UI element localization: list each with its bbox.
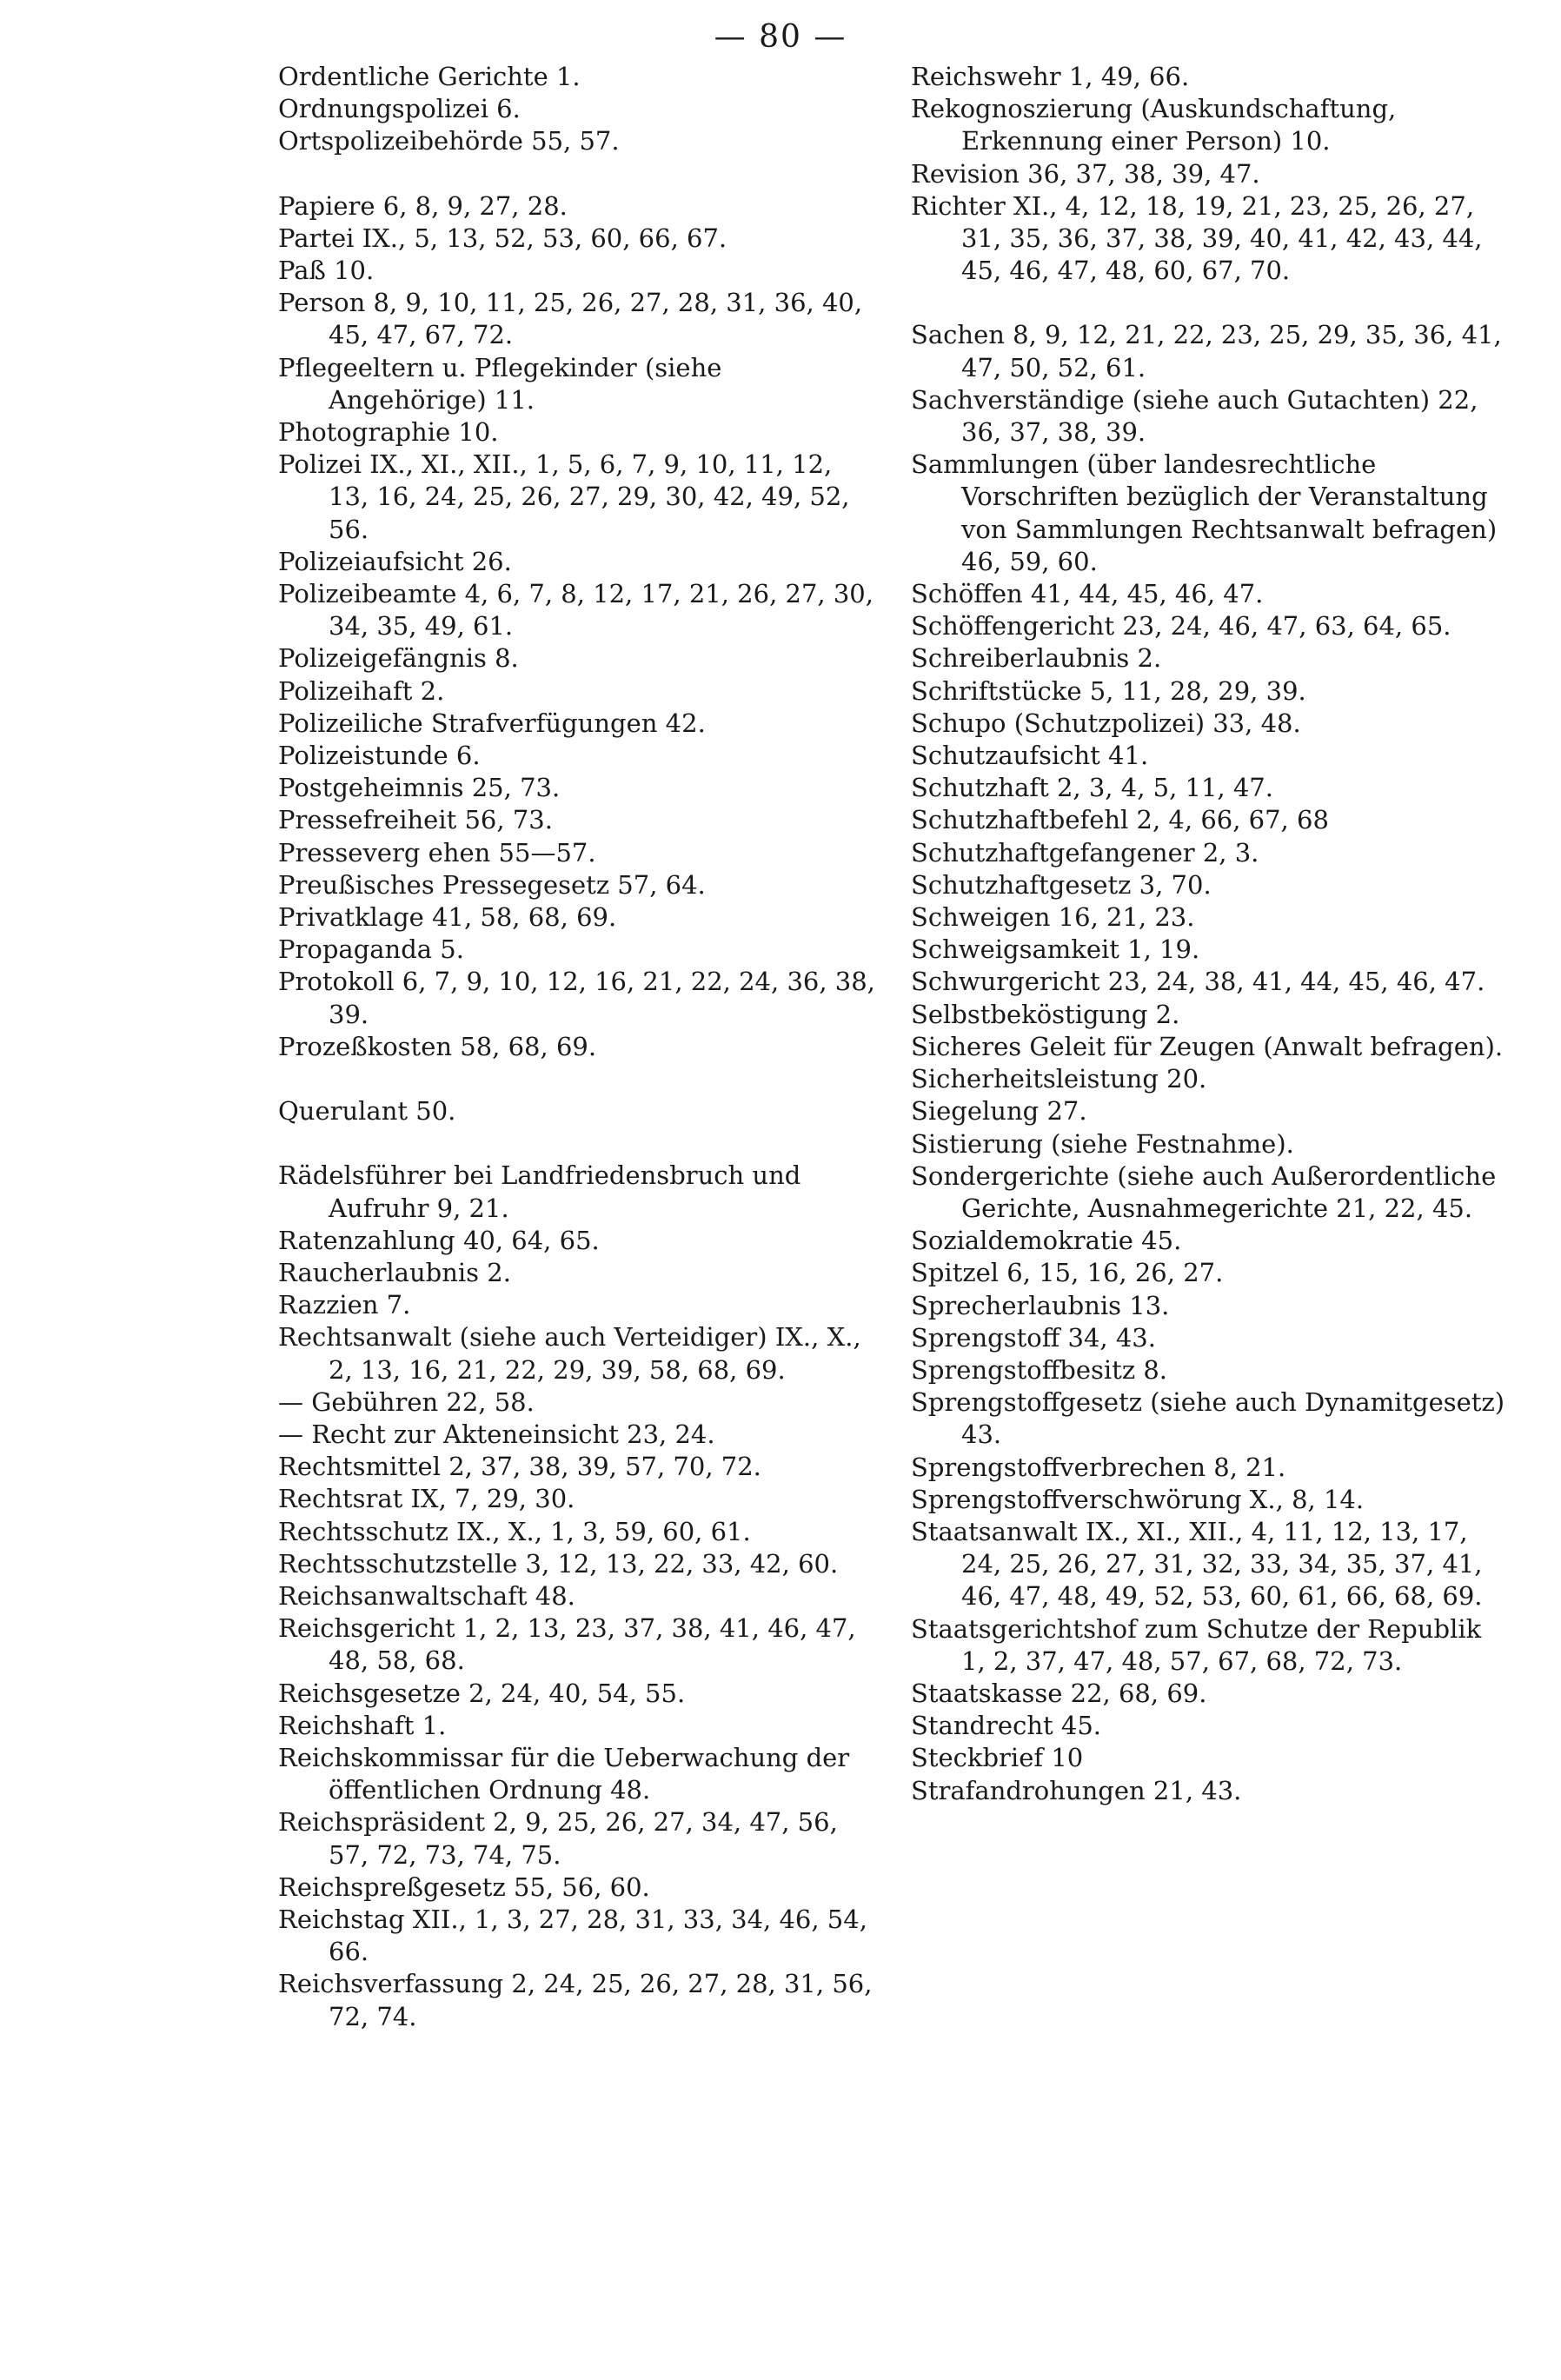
index-entry: Sprecherlaubnis 13. — [911, 1290, 1170, 1320]
index-entry: Schutzhaftbefehl 2, 4, 66, 67, 68 — [911, 805, 1329, 835]
index-entry: Propaganda 5. — [278, 934, 464, 965]
index-entry: Prozeßkosten 58, 68, 69. — [278, 1031, 597, 1061]
index-entry: Schriftstücke 5, 11, 28, 29, 39. — [911, 675, 1306, 706]
index-column-left — [278, 61, 878, 2033]
index-entry: Partei IX., 5, 13, 52, 53, 60, 66, 67. — [278, 223, 727, 253]
index-entry: Rechtsschutz IX., X., 1, 3, 59, 60, 61. — [278, 1516, 751, 1546]
index-entry: Schreiberlaubnis 2. — [911, 643, 1162, 674]
index-entry: Rädelsführer bei Landfriedensbruch und Aufruhr 9, 21. — [278, 1160, 801, 1223]
section-gap — [278, 158, 878, 190]
index-entry: Pressefreiheit 56, 73. — [278, 805, 553, 835]
index-entry: Preußisches Pressegesetz 57, 64. — [278, 869, 706, 900]
index-entry: Privatklage 41, 58, 68, 69. — [278, 902, 617, 933]
index-entry: Standrecht 45. — [911, 1711, 1101, 1741]
index-entry: Rechtsanwalt (siehe auch Verteidiger) IX., X., 2, 13, 16, 21, 22, 29, 39, 58, 68, 69. — [278, 1322, 861, 1385]
index-entry: Strafandrohungen 21, 43. — [911, 1775, 1242, 1805]
index-entry: Sprengstoff 34, 43. — [911, 1322, 1156, 1353]
index-entry: Ortspolizeibehörde 55, 57. — [278, 126, 620, 156]
index-entry: Siegelung 27. — [911, 1096, 1087, 1127]
index-entry: Schöffengericht 23, 24, 46, 47, 63, 64, 65. — [911, 611, 1451, 642]
index-entry: Schutzhaftgefangener 2, 3. — [911, 837, 1259, 868]
index-entry: Staatsgerichtshof zum Schutze der Republik 1, 2, 37, 47, 48, 57, 67, 68, 72, 73. — [911, 1613, 1482, 1676]
index-entry: Rechtsrat IX, 7, 29, 30. — [278, 1484, 575, 1514]
index-entry: Schutzhaftgesetz 3, 70. — [911, 869, 1212, 900]
index-column-right — [911, 61, 1511, 1807]
index-entry: Rechtsschutzstelle 3, 12, 13, 22, 33, 42, 60. — [278, 1548, 839, 1579]
index-entry: Reichsverfassung 2, 24, 25, 26, 27, 28, 31, 56, 72, 74. — [278, 1969, 873, 2031]
index-entry: Polizeistunde 6. — [278, 741, 481, 771]
section-gap — [278, 1127, 878, 1160]
index-entry: Protokoll 6, 7, 9, 10, 12, 16, 21, 22, 24, 36, 38, 39. — [278, 967, 875, 1029]
index-entry: Paß 10. — [278, 256, 375, 286]
index-entry: Pflegeeltern u. Pflegekinder (siehe Angehörige) 11. — [278, 352, 722, 415]
index-entry: Reichsgesetze 2, 24, 40, 54, 55. — [278, 1678, 686, 1708]
index-entry: Postgeheimnis 25, 73. — [278, 773, 561, 803]
index-entry: Polizeigefängnis 8. — [278, 643, 519, 674]
index-entry: Ratenzahlung 40, 64, 65. — [278, 1225, 600, 1255]
section-gap — [911, 287, 1511, 319]
index-entry: Reichsanwaltschaft 48. — [278, 1580, 575, 1611]
index-entry: Polizeiliche Strafverfügungen 42. — [278, 708, 706, 738]
index-entry: Raucherlaubnis 2. — [278, 1257, 511, 1287]
index-entry: Revision 36, 37, 38, 39, 47. — [911, 158, 1260, 189]
index-entry: Rekognoszierung (Auskundschaftung, Erkennung einer Person) 10. — [911, 94, 1397, 156]
index-entry: — Gebühren 22, 58. — [278, 1386, 535, 1417]
index-entry: Sammlungen (über landesrechtliche Vorschriften bezüglich der Veranstaltung von Sammlungen Rechtsanwalt befragen) 46, 59, 60. — [911, 449, 1498, 576]
index-entry: Sprengstoffverschwörung X., 8, 14. — [911, 1484, 1365, 1514]
index-entry: Schöffen 41, 44, 45, 46, 47. — [911, 579, 1264, 609]
index-entry: Reichswehr 1, 49, 66. — [911, 62, 1190, 91]
index-entry: Polizeibeamte 4, 6, 7, 8, 12, 17, 21, 26, 27, 30, 34, 35, 49, 61. — [278, 579, 873, 642]
index-entry: Reichstag XII., 1, 3, 27, 28, 31, 33, 34, 46, 54, 66. — [278, 1904, 867, 1967]
index-entry: Steckbrief 10 — [911, 1743, 1084, 1773]
index-entry: Sachverständige (siehe auch Gutachten) 22, 36, 37, 38, 39. — [911, 384, 1478, 448]
index-entry: Reichsgericht 1, 2, 13, 23, 37, 38, 41, 46, 47, 48, 58, 68. — [278, 1613, 856, 1676]
index-entry: Schutzhaft 2, 3, 4, 5, 11, 47. — [911, 773, 1273, 803]
index-entry: Sondergerichte (siehe auch Außerordentliche Gerichte, Ausnahmegerichte 21, 22, 45. — [911, 1160, 1497, 1223]
index-entry: Sozialdemokratie 45. — [911, 1226, 1182, 1256]
index-entry: Staatskasse 22, 68, 69. — [911, 1678, 1207, 1708]
index-entry: Sprengstoffgesetz (siehe auch Dynamitgesetz) 43. — [911, 1387, 1505, 1450]
index-entry: Rechtsmittel 2, 37, 38, 39, 57, 70, 72. — [278, 1452, 761, 1482]
index-entry: — Recht zur Akteneinsicht 23, 24. — [278, 1419, 715, 1449]
index-entry: Reichskommissar für die Ueberwachung der öffentlichen Ordnung 48. — [278, 1742, 850, 1805]
section-gap — [278, 1063, 878, 1095]
index-entry: Sprengstoffverbrechen 8, 21. — [911, 1452, 1286, 1482]
index-entry: Reichspreßgesetz 55, 56, 60. — [278, 1871, 650, 1902]
index-entry: Spitzel 6, 15, 16, 26, 27. — [911, 1258, 1224, 1288]
index-entry: Sicherheitsleistung 20. — [911, 1064, 1207, 1094]
index-entry: Presseverg ehen 55—57. — [278, 837, 596, 868]
index-entry: Reichspräsident 2, 9, 25, 26, 27, 34, 47, 56, 57, 72, 73, 74, 75. — [278, 1807, 838, 1870]
index-entry: Sprengstoffbesitz 8. — [911, 1354, 1167, 1385]
index-entry: Richter XI., 4, 12, 18, 19, 21, 23, 25, 26, 27, 31, 35, 36, 37, 38, 39, 40, 41, 42, 43, 44, 45, 46, 47, 48, 60, 67, 70. — [911, 190, 1483, 286]
index-entry: Ordentliche Gerichte 1. — [278, 62, 581, 91]
page-number: — 80 — — [714, 19, 847, 55]
index-entry: Sachen 8, 9, 12, 21, 22, 23, 25, 29, 35, 36, 41, 47, 50, 52, 61. — [911, 320, 1502, 382]
index-entry: Polizeihaft 2. — [278, 675, 445, 706]
index-entry: Ordnungspolizei 6. — [278, 94, 521, 124]
index-entry: Sistierung (siehe Festnahme). — [911, 1128, 1294, 1159]
index-entry: Querulant 50. — [278, 1096, 456, 1127]
index-entry: Polizeiaufsicht 26. — [278, 546, 512, 576]
index-entry: Schwurgericht 23, 24, 38, 41, 44, 45, 46, 47. — [911, 967, 1485, 997]
index-entry: Person 8, 9, 10, 11, 25, 26, 27, 28, 31, 36, 40, 45, 47, 67, 72. — [278, 288, 863, 350]
index-entry: Schutzaufsicht 41. — [911, 741, 1149, 771]
index-entry: Polizei IX., XI., XII., 1, 5, 6, 7, 9, 10, 11, 12, 13, 16, 24, 25, 26, 27, 29, 30, 42, 49, 52, 56. — [278, 449, 850, 544]
index-entry: Selbstbeköstigung 2. — [911, 999, 1180, 1029]
index-entry: Papiere 6, 8, 9, 27, 28. — [278, 190, 568, 221]
index-entry: Reichshaft 1. — [278, 1710, 447, 1740]
index-entry: Staatsanwalt IX., XI., XII., 4, 11, 12, 13, 17, 24, 25, 26, 27, 31, 32, 33, 34, 35, 37, 41, 46, 47, 48, 49, 52, 53, 60, 61, 66, 68, 69. — [911, 1516, 1483, 1612]
index-entry: Sicheres Geleit für Zeugen (Anwalt befragen). — [911, 1031, 1504, 1061]
index-entry: Razzien 7. — [278, 1290, 411, 1320]
index-entry: Photographie 10. — [278, 417, 499, 448]
index-entry: Schweigen 16, 21, 23. — [911, 902, 1195, 933]
index-entry: Schweigsamkeit 1, 19. — [911, 934, 1200, 965]
index-entry: Schupo (Schutzpolizei) 33, 48. — [911, 708, 1301, 738]
